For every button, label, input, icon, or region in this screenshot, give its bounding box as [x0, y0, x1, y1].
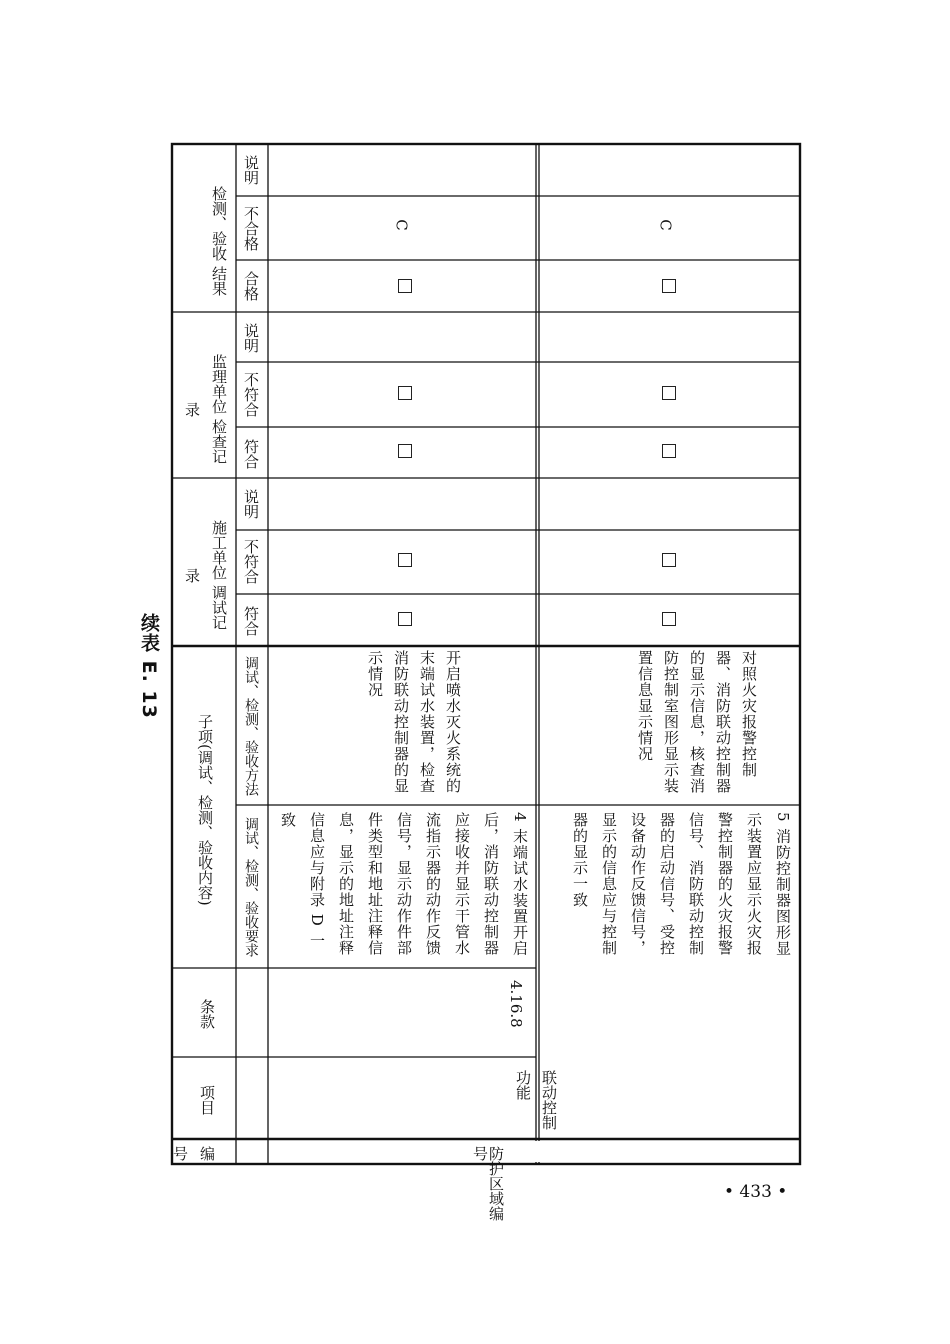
header-acceptance-unqualified: 不合格 — [242, 205, 260, 251]
zone-number-label: 防护区域编号 — [471, 1146, 505, 1221]
header-construction-conform: 符合 — [242, 606, 260, 636]
header-supervision-group: 监理单位 检查记录 — [183, 354, 228, 464]
row1-supervision-conform-checkbox[interactable] — [398, 444, 412, 458]
header-construction-group: 施工单位 调试记录 — [183, 520, 228, 630]
header-subitem-group: 子项(调试、检测、验收内容) — [196, 714, 214, 906]
row1-requirement: 4 末端试水装置开启后，消防联动控制器应接收并显示干管水流指示器的动作反馈信号，显示动作件部件类型和地址注释信息，显示的地址注释信息应与附录 D 一致 — [279, 812, 529, 957]
header-number: 编号 — [171, 1145, 216, 1161]
header-clause: 条款 — [198, 999, 216, 1029]
row2-supervision-conform-checkbox[interactable] — [662, 444, 676, 458]
row1-construction-conform-checkbox[interactable] — [398, 612, 412, 626]
header-project: 项目 — [198, 1085, 216, 1115]
header-acceptance-note: 说明 — [242, 155, 260, 185]
header-requirement: 调试、检测、验收要求 — [243, 817, 259, 957]
row1-acceptance-unqualified-mark: C — [392, 219, 411, 231]
row1-method: 开启喷水灭火系统的末端试水装置，检查消防联动控制器的显示情况 — [366, 650, 462, 794]
header-method: 调试、检测、验收方法 — [243, 656, 259, 796]
row1-supervision-nonconform-checkbox[interactable] — [398, 386, 412, 400]
header-acceptance-qualified: 合格 — [242, 271, 260, 301]
row2-construction-conform-checkbox[interactable] — [662, 612, 676, 626]
row2-supervision-nonconform-checkbox[interactable] — [662, 386, 676, 400]
header-supervision-conform: 符合 — [242, 439, 260, 469]
header-supervision-note: 说明 — [242, 323, 260, 353]
page-title: 续表 E. 13 — [138, 613, 160, 719]
row1-acceptance-qualified-checkbox[interactable] — [398, 279, 412, 293]
header-acceptance-group: 检测、验收 结果 — [210, 186, 228, 296]
clause-number: 4.16.8 — [507, 980, 525, 1028]
row1-construction-nonconform-checkbox[interactable] — [398, 553, 412, 567]
header-construction-nonconform: 不符合 — [242, 538, 260, 584]
row2-construction-nonconform-checkbox[interactable] — [662, 553, 676, 567]
page-number: • 433 • — [724, 1182, 788, 1202]
row2-acceptance-unqualified-mark: C — [656, 219, 675, 231]
row2-method: 对照火灾报警控制器、消防联动控制器的显示信息，核查消防控制室图形显示装置信息显示情况 — [636, 650, 758, 794]
header-supervision-nonconform: 不符合 — [242, 371, 260, 417]
project-name: 联动控制功能 — [514, 1070, 558, 1130]
row2-acceptance-qualified-checkbox[interactable] — [662, 279, 676, 293]
header-construction-note: 说明 — [242, 489, 260, 519]
row2-requirement: 5 消防控制器图形显示装置应显示火灾报警控制器的火灾报警信号、消防联动控制器的启动信号、受控设备动作反馈信号，显示的信息应与控制器的显示一致 — [571, 812, 792, 957]
